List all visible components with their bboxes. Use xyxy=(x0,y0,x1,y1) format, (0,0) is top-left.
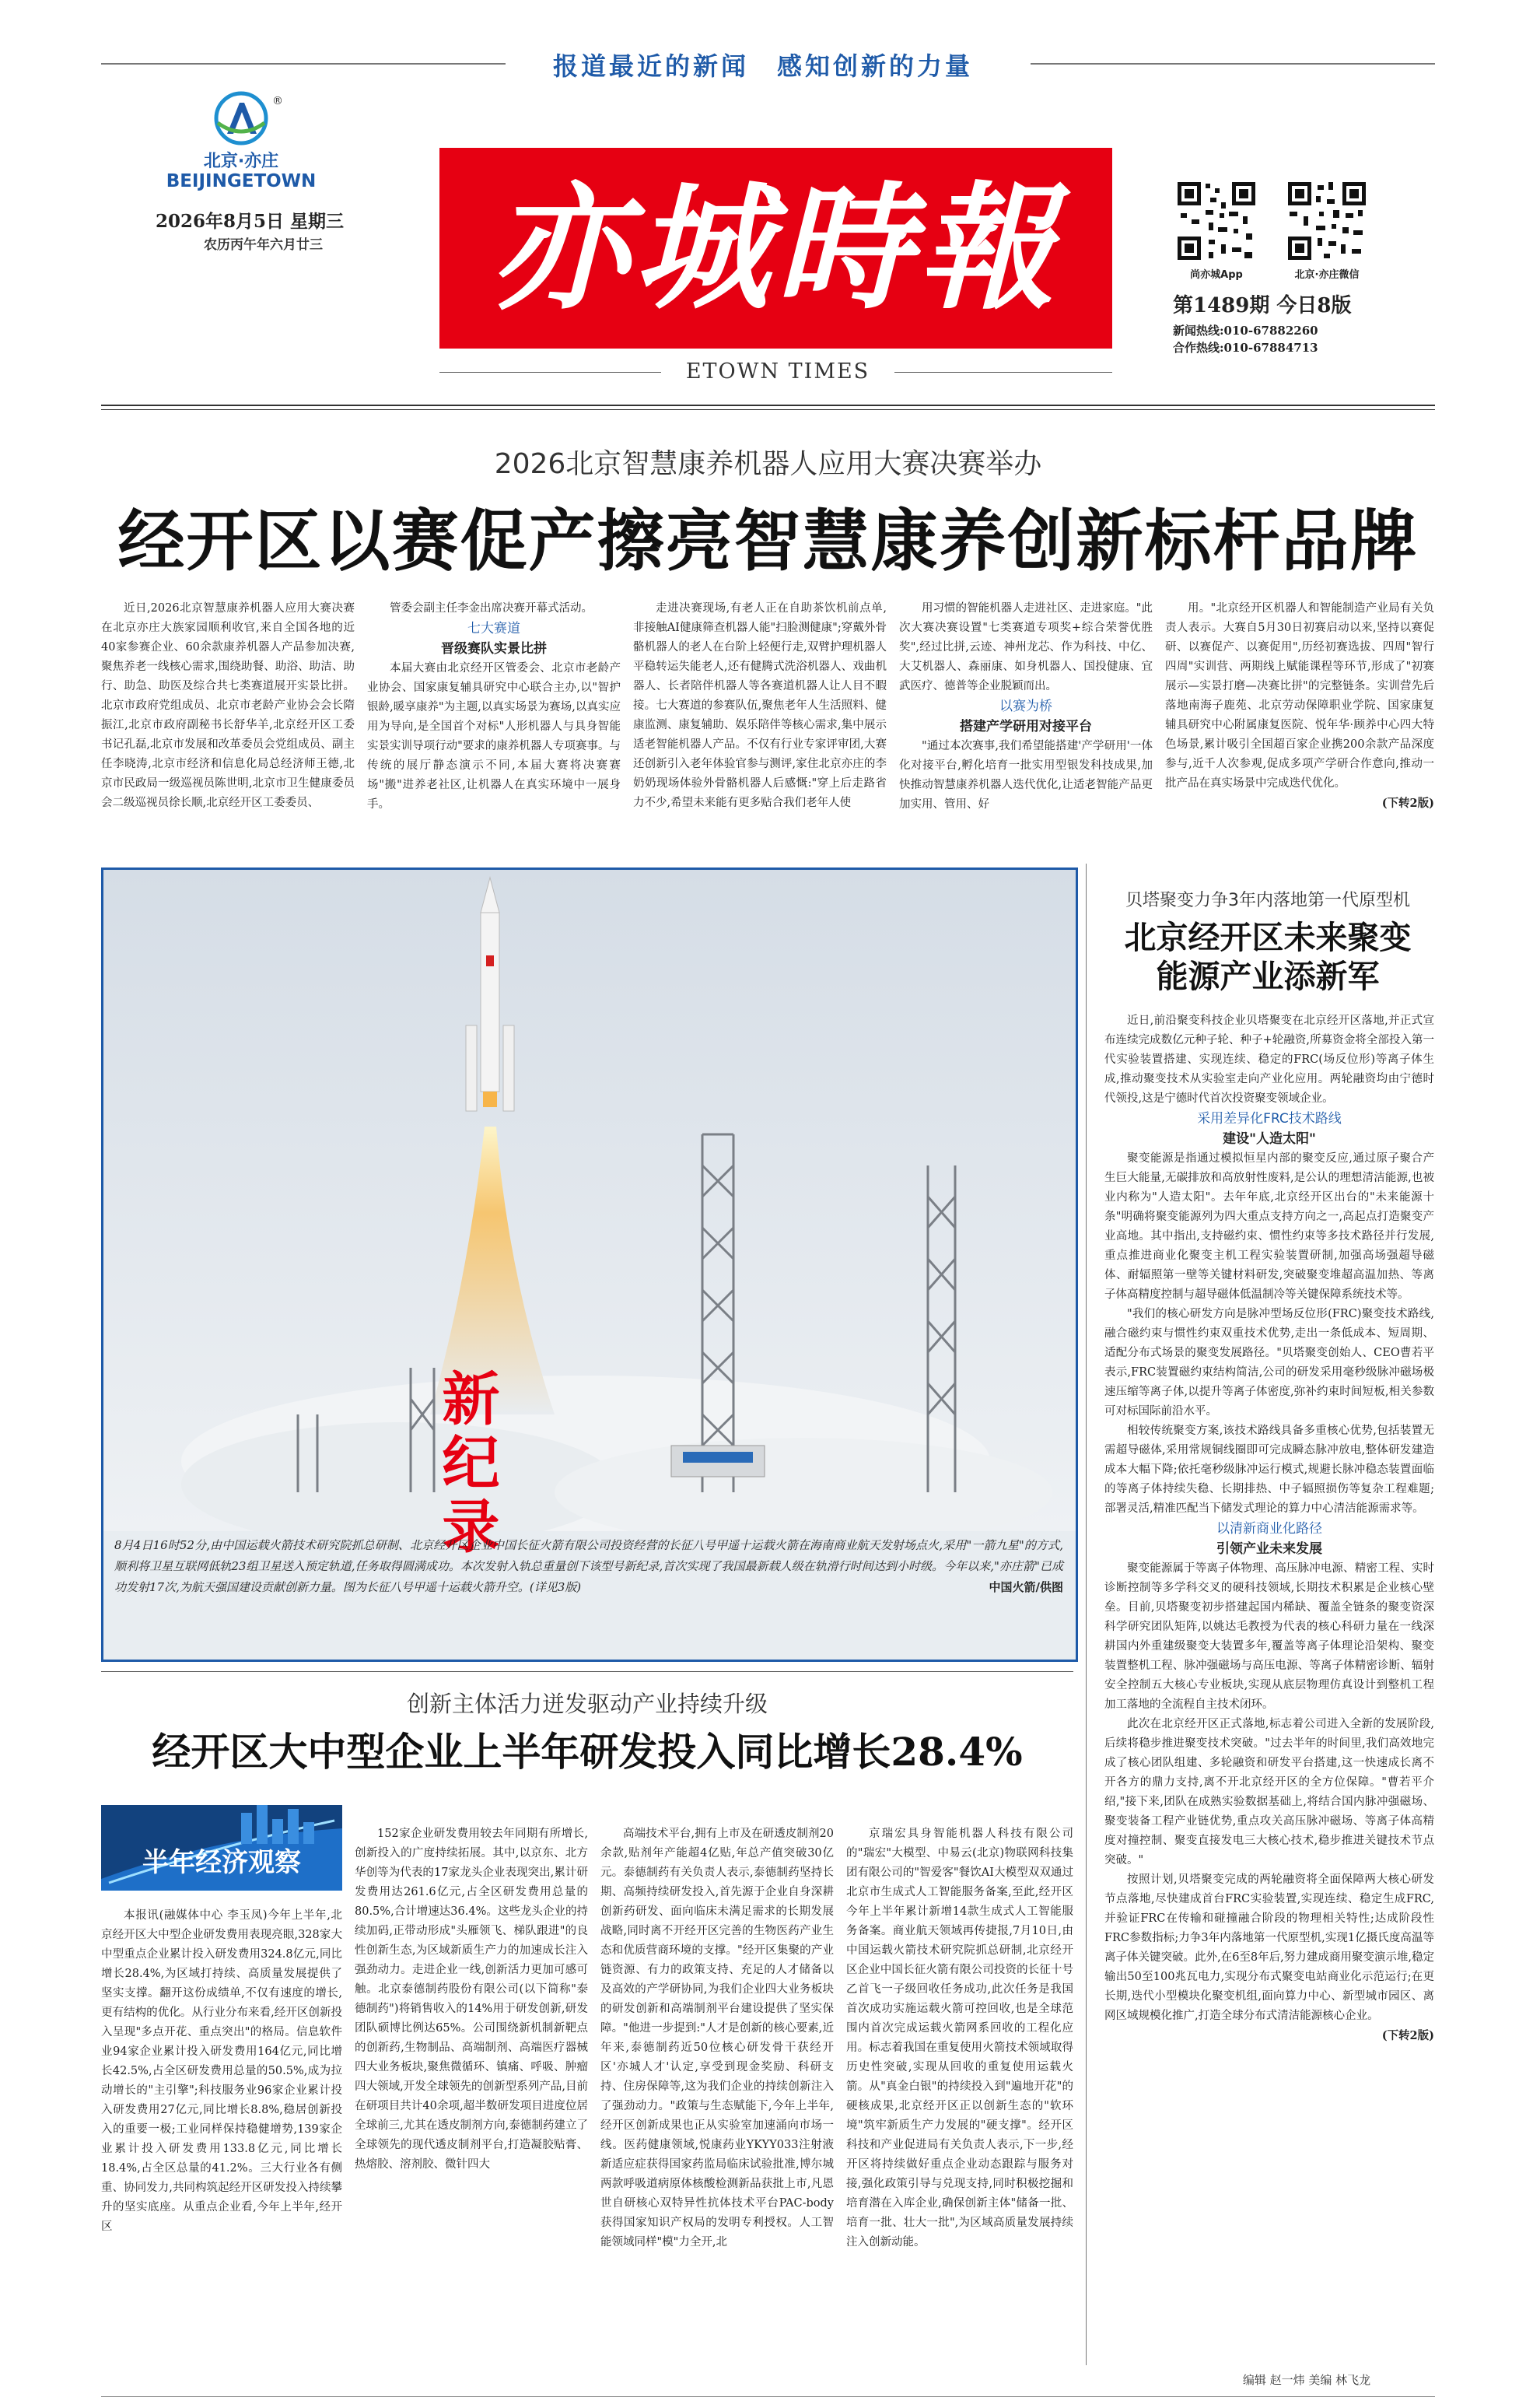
fusion-p4: 相较传统聚变方案,该技术路线具备多重核心优势,包括装置无需超导磁体,采用常规铜线圈即可完成瞬态脉冲放电,整体研发建造成本大幅下降;依托毫秒级脉冲运行模式,规避长脉冲稳态装置面临的等离子体持续失稳、长期排热、中子辐照损伤等复杂工程难题;部署灵活,精准匹配当下储发式理论的算力中心清洁能源需求等。 xyxy=(1104,1425,1434,1515)
fusion-subhead-2: 以清新商业化路径 xyxy=(1216,1521,1322,1537)
photo-caption-text: 8月4日16时52分,由中国运载火箭技术研究院抓总研制、北京经开区企业中国长征火箭有限公司投资经营的长征八号甲遥十运载火箭在海南商业航天发射场点火,采用"一箭九星"的方式,顺利将卫星互联网低轨23组卫星送入预定轨道,任务取得圆满成功。本次发射入轨总重量创下该型号新纪录,首次实现了我国最新载人级在轨滑行时间达到小时级。今年以来,"亦庄箭"已成功发射17次,为航天强国建设贡献创新力量。图为长征八号甲遥十运载火箭升空。(详见3版) xyxy=(114,1538,1063,1594)
lead-col-1-text: 近日,2026北京智慧康养机器人应用大赛决赛在北京亦庄大族家园顺利收官,来自全国各地的近40家参赛企业、60余款康养机器人产品参加决赛,聚焦养老一线核心需求,围绕助餐、助浴、助洁、助行、助急、助医及综合共七类赛道展开实景比拼。北京市政府党组成员、北京市老龄产业协会会长隋振江,北京市政府副秘书长舒华羊,北京经开区工委书记孔磊,北京市发展和改革委员会党组成员、副主任李晓涛,北京市经济和信息化局总经济师王德,北京市民政局一级巡视员陈世明,北京市卫生健康委员会二级巡视员徐长顺,北京经开区工委委员、 xyxy=(101,602,355,809)
photo-caption xyxy=(114,1535,1063,1598)
logo-text-cn: 北京·亦庄 xyxy=(203,152,279,171)
photo-credit: 中国火箭/供图 xyxy=(989,1580,1063,1594)
fusion-continued: (下转2版) xyxy=(1381,2029,1434,2042)
rocket-launch-image xyxy=(103,870,1076,1531)
masthead-rule xyxy=(101,405,1435,406)
rd-col-4-text: 京瑞宏具身智能机器人科技有限公司的"瑞宏"大模型、中易云(北京)物联网科技集团有限公司的"智爱客"餐饮AI大模型双双通过北京市生成式人工智能服务备案,至此,经开区今年上半年累计新增14款生成式人工智能服务备案。商业航天领域再传捷报,7月10日,由中国运载火箭技术研究院抓总研制,北京经开区企业中国长征火箭有限公司投资的长征十号乙首飞一子级回收任务成功,此次任务是我国首次成功实施运载火箭可控回收,也是全球范围内首次完成运载火箭网系回收的工程化应用。标志着我国在重复使用火箭技术领域取得历史性突破,实现从回收的重复使用运载火箭。从"真金白银"的持续投入到"遍地开花"的硬核成果,北京经开区正以创新生态的"软环境"筑牢新质生产力发展的"硬支撑"。经开区科技和产业促进局有关负责人表示,下一步,经开区将持续做好重点企业动态跟踪与服务对接,强化政策引导与兑现支持,同时积极挖掘和培育潜在入库企业,确保创新主体"储备一批、培育一批、壮大一批",为区域高质量发展持续注入创新动能。 xyxy=(846,1828,1073,2249)
lead-col-1 xyxy=(101,599,355,852)
fusion-subhead-2b: 引领产业未来发展 xyxy=(1216,1541,1322,1557)
qr-code-icon xyxy=(1174,179,1258,263)
en-rule-left xyxy=(439,372,661,373)
logo-text-en: BEIJINGETOWN xyxy=(166,171,317,191)
fusion-kicker: 贝塔聚变力争3年内落地第一代原型机 xyxy=(1125,891,1410,910)
issue-number: 第1489期 今日8版 xyxy=(1173,294,1352,317)
en-rule-right xyxy=(894,372,1112,373)
page-editor-credit: 编辑 赵一炜 美编 林飞龙 xyxy=(1242,2373,1371,2387)
fusion-p6: 此次在北京经开区正式落地,标志着公司进入全新的发展阶段,后续将稳步推进聚变技术突破。"过去半年的时间里,我们高效地完成了核心团队组建、多轮融资和研发平台搭建,这一快速成长离不开各方的鼎力支持,离不开北京经开区的全方位保障。"曹若平介绍,"接下来,团队在成熟实验数据基础上,将结合国内脉冲强磁场、聚变装备工程产业链优势,重点攻关高压脉冲磁场、等离子体高精度对撞控制、聚变直接发电三大核心技术,稳步推进关键技术节点突破。" xyxy=(1104,1718,1434,1866)
fusion-body xyxy=(1104,1011,1434,2346)
rd-col-2-text: 152家企业研发费用较去年同期有所增长,创新投入的广度持续拓展。其中,以京东、北方华创等为代表的17家龙头企业表现突出,累计研发费用达261.6亿元,占全区研发费用总量的80.5%,合计增速达36.4%。这些龙头企业的持续加码,正带动形成"头雁领飞、梯队跟进"的良性创新生态,为区域新质生产力的加速成长注入强劲动力。走进企业一线,创新活力更加可感可触。北京泰德制药股份有限公司(以下简称"泰德制药")将销售收入的14%用于研发创新,研发团队硕博比例达65%。公司围绕新机制新靶点的创新药,生物制品、高端制剂、高端医疗器械四大业务板块,聚焦微循环、镇痛、呼吸、肿瘤四大领域,开发全球领先的创新型系列产品,目前在研项目共计40余项,超半数研发项目进度位居全球前三,尤其在透皮制剂方向,泰德制药建立了全球领先的现代透皮制剂平台,打造凝胶贴膏、热熔胶、溶剂胶、微针四大 xyxy=(355,1828,588,2171)
fusion-p3: "我们的核心研发方向是脉冲型场反位形(FRC)聚变技术路线,融合磁约束与惯性约束双重技术优势,走出一条低成本、短周期、适配分布式场景的聚变发展路径。"贝塔聚变创始人、CEO曹若平表示,FRC装置磁约束结构简洁,公司的研发采用毫秒级脉冲磁场极速压缩等离子体,以提升等离子体密度,弥补约束时间短板,相关参数可对标国际前沿水平。 xyxy=(1104,1308,1434,1418)
qr-code-app[interactable] xyxy=(1174,179,1258,263)
slogan-rule-left xyxy=(101,63,506,65)
lead-col-4-text-b: "通过本次赛事,我们希望能搭建'产学研用'一体化对接平台,孵化培育一批实用型银发科技成果,加快推动智慧康养机器人迭代优化,让适老智能产品更加实用、管用、好 xyxy=(899,740,1153,811)
rd-col-3 xyxy=(600,1824,834,2365)
paper-name: 亦城時報 xyxy=(491,169,1061,328)
masthead-rule-2 xyxy=(101,409,1435,410)
news-hotline: 新闻热线:010-67882260 xyxy=(1173,324,1318,338)
fusion-p7: 按照计划,贝塔聚变完成的两轮融资将全面保障两大核心研发节点落地,尽快建成首台FRC实验装置,实现连续、稳定生成FRC,并验证FRC在传输和碰撞融合阶段的物理相关特性;达成阶段性FRC参数指标;力争3年内落地第一代原型机,实现1亿摄氏度高温等离子体关键突破。此外,在6至8年后,努力建成商用聚变演示堆,稳定输出50至100兆瓦电力,实现分布式聚变电站商业化示范运行;在更长期,迭代小型模块化聚变机组,面向算力中心、新型城市园区、离网区域规模化推广,打造全球分布式清洁能源核心企业。 xyxy=(1104,1873,1434,2022)
rocket-photo-frame xyxy=(101,868,1078,1662)
rd-headline: 经开区大中型企业上半年研发投入同比增长28.4% xyxy=(152,1729,1023,1775)
fusion-subhead-1: 采用差异化FRC技术路线 xyxy=(1197,1111,1342,1127)
fusion-subhead-1b: 建设"人造太阳" xyxy=(1223,1131,1316,1147)
lead-subhead-1b: 晋级赛队实景比拼 xyxy=(441,641,547,657)
qr-code-icon xyxy=(1285,179,1369,263)
lead-subhead-2: 以赛为桥 xyxy=(999,699,1052,714)
qr-code-wechat[interactable] xyxy=(1285,179,1369,263)
lead-col-4-text-a: 用习惯的智能机器人走进社区、走进家庭。"此次大赛决赛设置"七类赛道专项奖+综合荣誉优胜奖",经过比拼,云迹、神州龙芯、作为科技、中亿、大艾机器人、森丽康、如身机器人、国投健康、宜武医疗、德普等企业脱颖而出。 xyxy=(899,602,1153,692)
lead-col-5-text: 用。"北京经开区机器人和智能制造产业局有关负责人表示。大赛自5月30日初赛启动以来,坚持以赛促研、以赛促产、以赛促用",历经初赛选拔、四周"智行四周"实训营、两期线上赋能课程等环节,形成了"初赛展示—实景打磨—决赛比拼"的完整链条。实训营先后落地南海子鹿苑、北京劳动保障职业学院、国家康复辅具研究中心附属康复医院、悦年华·顾养中心四大特色场景,累计吸引全国超百家企业携200余款产品深度参与,近千人次参观,促成多项产学研合作意向,推动一批产品在真实场景中完成迭代优化。 xyxy=(1165,602,1434,790)
rd-col-2 xyxy=(355,1824,588,2365)
slogan: 报道最近的新闻 感知创新的力量 xyxy=(552,51,973,81)
bottom-rule xyxy=(101,2396,1435,2397)
paper-name-en: ETOWN TIMES xyxy=(685,359,870,384)
rd-col-4 xyxy=(846,1824,1073,2365)
fusion-p2: 聚变能源是指通过模拟恒星内部的聚变反应,通过原子聚合产生巨大能量,无碳排放和高放射性废料,是公认的理想清洁能源,也被业内称为"人造太阳"。去年年底,北京经开区出台的"未来能源十条"明确将聚变能源列为四大重点支持方向之一,高起点打造聚变产业高地。其中指出,支持磁约束、惯性约束等多技术路径并行发展,重点推进商业化聚变主机工程实验装置研制,加强高场强超导磁体、耐辐照第一壁等关键材料研发,突破聚变堆超高温加热、等离子体高精度控制与超导磁体低温制冷等关键保障系统技术等。 xyxy=(1104,1152,1434,1301)
fusion-headline-1: 北京经开区未来聚变 xyxy=(1124,919,1412,956)
lead-kicker: 2026北京智慧康养机器人应用大赛决赛举办 xyxy=(494,448,1042,480)
lead-col-3 xyxy=(633,599,887,852)
fusion-divider xyxy=(1086,864,1087,2365)
lead-col-2 xyxy=(367,599,621,852)
qr-label-wechat: 北京·亦庄微信 xyxy=(1294,269,1360,281)
banner-title: 半年经济观察 xyxy=(142,1847,301,1878)
date-line: 2026年8月5日 星期三 xyxy=(156,211,345,232)
rd-col-1 xyxy=(101,1906,342,2365)
coop-hotline: 合作热线:010-67884713 xyxy=(1173,341,1318,355)
lead-col-2-text-a: 管委会副主任李金出席决赛开幕式活动。 xyxy=(390,602,593,615)
photo-overlay-title: 新纪录 xyxy=(442,1366,500,1561)
lead-col-4 xyxy=(899,599,1153,852)
half-year-banner xyxy=(101,1805,342,1891)
beijing-etown-logo xyxy=(156,86,327,202)
lead-col-3-text: 走进决赛现场,有老人正在自助茶饮机前点单,非接触AI健康筛查机器人能"扫脸测健康";穿戴外骨骼机器人的老人在台阶上轻便行走,双臂护理机器人平稳转运失能老人,还有健腾式洗浴机器人、戏曲机器人、长者陪伴机器人等各赛道机器人让人目不暇接。七大赛道的参赛队伍,聚焦老年人生活照料、健康监测、康复辅助、娱乐陪伴等核心需求,集中展示适老智能机器人产品。不仅有行业专家评审团,大赛还创新引入老年体验官参与测评,家住北京亦庄的李奶奶现场体验外骨骼机器人后感慨:"穿上后走路省力不少,希望未来能有更多贴合我们老年人使 xyxy=(633,602,887,809)
rd-col-1-text: 本报讯(融媒体中心 李玉凤)今年上半年,北京经开区大中型企业研发费用表现亮眼,328家大中型重点企业累计投入研发费用324.8亿元,同比增长28.4%,为区域打持续、高质量发展提供了坚实支撑。翻开这份成绩单,不仅有速度的增长,更有结构的优化。从行业分布来看,经开区创新投入呈现"多点开花、重点突出"的格局。信息软件业94家企业累计投入研发费用164亿元,同比增长42.5%,占全区研发费用总量的50.5%,成为拉动增长的"主引擎";科技服务业96家企业累计投入研发费用27亿元,同比增长8.8%,稳居创新投入的重要一极;工业同样保持稳健增势,139家企业累计投入研发费用133.8亿元,同比增长18.4%,占全区总量的41.2%。三大行业各有侧重、协同发力,共同构筑起经开区研发投入持续攀升的坚实底座。从重点企业看,今年上半年,经开区 xyxy=(101,1909,342,2233)
fusion-p5: 聚变能源属于等离子体物理、高压脉冲电源、精密工程、实时诊断控制等多学科交叉的硬科技领域,长期技术积累是企业核心壁垒。目前,贝塔聚变初步搭建起国内稀缺、覆盖全链条的聚变资深科学研究团队矩阵,以姚达毛教授为代表的核心科研力量在一线深耕国内外重建级聚变大装置多年,覆盖等离子体理论沿架构、聚变装置整机工程、脉冲强磁场与高压电源、等离子体精密诊断、辐射安全控制五大核心专业板块,实现从底层物理仿真设计到整机工程加工落地的全流程自主技术闭环。 xyxy=(1104,1562,1434,1711)
svg-text:®: ® xyxy=(272,95,283,107)
fusion-headline-2: 能源产业添新军 xyxy=(1156,958,1380,995)
lead-subhead-1: 七大赛道 xyxy=(467,621,520,636)
rd-top-rule xyxy=(101,1671,1073,1672)
lead-headline: 经开区以赛促产擦亮智慧康养创新标杆品牌 xyxy=(117,502,1419,580)
lead-col-2-text-b: 本届大赛由北京经开区管委会、北京市老龄产业协会、国家康复辅具研究中心联合主办,以"智护银龄,暖享康养"为主题,以真实场景为赛场,以真实应用为导向,是全国首个对标"人形机器人与具身智能实景实训导项行动"要求的康养机器人专项赛事。与传统的展厅静态演示不同,本届大赛将决赛赛场"搬"进养老社区,让机器人在真实环境中一展身手。 xyxy=(367,662,621,811)
rd-col-3-text: 高端技术平台,拥有上市及在研透皮制剂20余款,贴剂年产能超4亿贴,年总产值突破30亿元。泰德制药有关负责人表示,泰德制药坚持长期、高频持续研发投入,首先源于企业自身深耕创新药研发、面向临床未满足需求的长期发展战略,同时离不开经开区完善的生物医药产业生态和优质营商环境的支撑。"经开区集聚的产业链资源、有力的政策支持、充足的人才储备以及高效的产学研协同,为我们企业四大业务板块的研发创新和高端制剂平台建设提供了坚实保障。"他进一步提到:"人才是创新的核心要素,近年来,泰德制药近50位核心研发骨干获经开区'亦城人才'认定,享受到现金奖励、科研支持、住房保障等,这为我们企业的持续创新注入了强劲动力。"政策与生态赋能下,今年上半年,经开区创新成果也正从实验室加速涌向市场一线。医药健康领域,悦康药业YKYY033注射液新适应症获得国家药监局临床试验批准,博尔城两款呼吸道病原体核酸检测新品获批上市,凡恩世自研核心双特异性抗体技术平台PAC-body获得国家知识产权局的发明专利授权。人工智能领域同样"模"力全开,北 xyxy=(600,1828,834,2249)
slogan-rule-right xyxy=(1031,63,1435,65)
rd-kicker: 创新主体活力迸发驱动产业持续升级 xyxy=(406,1691,768,1717)
qr-label-app: 尚亦城App xyxy=(1190,269,1243,281)
lead-subhead-2b: 搭建产学研用对接平台 xyxy=(960,719,1092,734)
lead-continued: (下转2版) xyxy=(1381,797,1434,810)
fusion-p1: 近日,前沿聚变科技企业贝塔聚变在北京经开区落地,并正式宣布连续完成数亿元种子轮、种子+轮融资,所募资金将全部投入第一代实验装置搭建、实现连续、稳定的FRC(场反位形)等离子体生成,推动聚变技术从实验室走向产业化应用。两轮融资均由宁德时代领投,这是宁德时代首次投资聚变领域企业。 xyxy=(1104,1015,1434,1105)
lunar-date: 农历丙午年六月廿三 xyxy=(204,237,323,253)
lead-col-5 xyxy=(1165,599,1434,852)
